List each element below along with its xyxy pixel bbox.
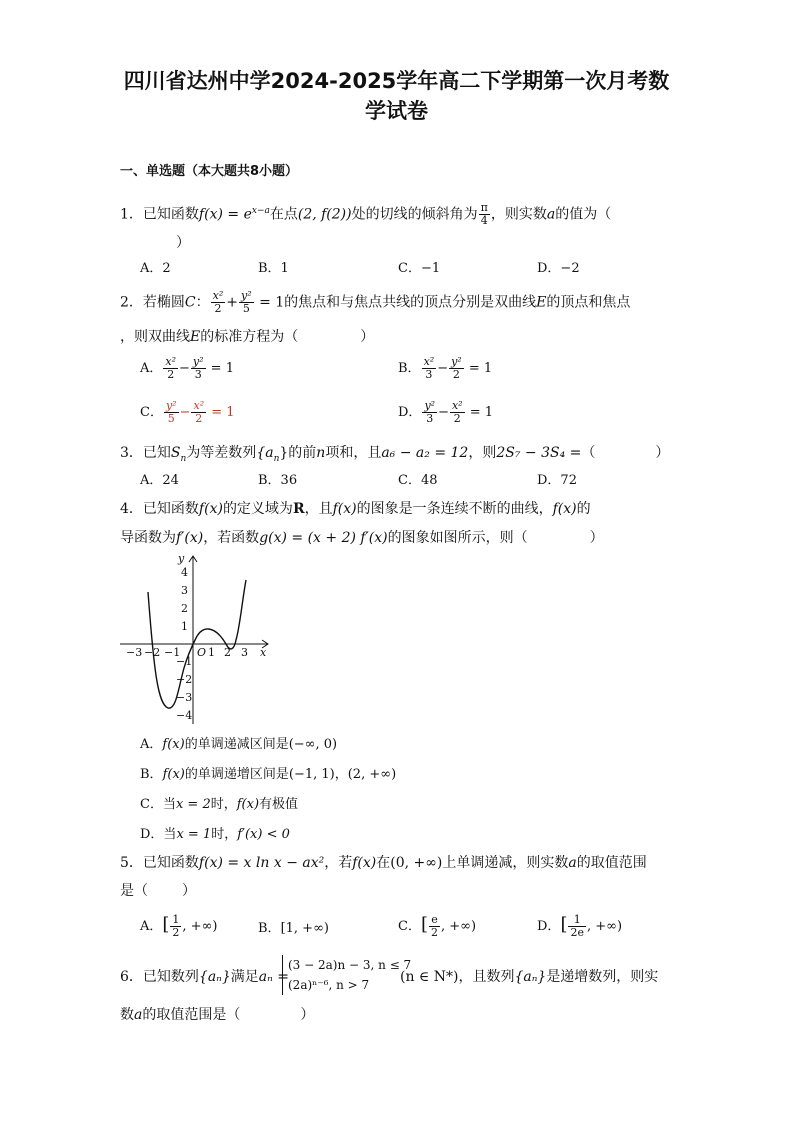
q3-option-d[interactable]: D．72	[537, 473, 577, 488]
q4-option-d[interactable]: D．当x = 1时，f′(x) < 0	[140, 827, 290, 842]
q4-option-b[interactable]: B．f(x)的单调递增区间是(−1, 1)，(2, +∞)	[140, 767, 397, 782]
x-tick: 1	[208, 646, 215, 659]
q3-option-c[interactable]: C．48	[398, 473, 438, 488]
question-1-line-2: ）	[176, 235, 190, 251]
x-tick: 3	[241, 646, 248, 659]
y-tick: −4	[176, 709, 193, 722]
q4-option-c[interactable]: C．当x = 2时，f(x)有极值	[140, 797, 299, 812]
y-tick: −3	[176, 691, 193, 704]
question-5-line-1: 5．已知函数f(x) = x ln x − ax²，若f(x)在(0, +∞)上单调递减，则实数a的取值范围	[120, 855, 647, 871]
y-tick: 2	[181, 602, 188, 615]
x-tick: −3	[126, 646, 143, 659]
q2-option-a[interactable]: A． $\frac{\text{x²}}{2}$ − $\frac{\text{y²}}{3}$ = 1	[140, 355, 234, 381]
question-4-line-2: 导函数为f′(x)，若函数g(x) = (x + 2) f′(x)的图象如图所示，则（ ）	[120, 530, 604, 546]
question-2-line-1: 2．若椭圆C： $\frac{\text{x²}}{2}$ + $\frac{\text{y²}}{5}$ = 1的焦点和与焦点共线的顶点分别是双曲线E的顶点和焦点	[120, 289, 631, 315]
x-tick: −2	[144, 646, 161, 659]
y-tick: 1	[181, 620, 188, 633]
section-heading: 一、单选题（本大题共8小题）	[120, 164, 299, 179]
fraction-pi-over-4: $\frac{\pi}{4}$	[480, 201, 488, 228]
x-axis-label: x	[260, 646, 267, 659]
q5-option-c[interactable]: C．[ $\frac{e}{2}$ , +∞)	[398, 913, 477, 939]
y-tick: −1	[176, 655, 193, 668]
derivative-graph	[118, 552, 278, 728]
piecewise-case-1: (3 − 2a)n − 3, n ≤ 7	[288, 958, 412, 972]
q3-option-a[interactable]: A．24	[140, 473, 179, 488]
piecewise-case-2: (2a)ⁿ⁻⁶, n > 7	[288, 978, 370, 992]
question-6-line-2: 数a的取值范围是（ ）	[120, 1007, 315, 1023]
question-2-line-2: ，则双曲线E的标准方程为（ ）	[120, 329, 375, 345]
q3-option-b[interactable]: B．36	[258, 473, 298, 488]
q2-option-b[interactable]: B． $\frac{\text{x²}}{3}$ − $\frac{\text{y²}}{2}$ = 1	[398, 355, 493, 381]
q5-option-a[interactable]: A．[ $\frac{1}{2}$ , +∞)	[140, 913, 218, 939]
q1-option-b[interactable]: B．1	[258, 261, 289, 276]
y-tick: 3	[181, 584, 188, 597]
x-tick: 2	[224, 646, 231, 659]
q4-option-a[interactable]: A．f(x)的单调递减区间是(−∞, 0)	[140, 737, 338, 752]
q2-option-d[interactable]: D． $\frac{\text{y²}}{3}$ − $\frac{\text{x²}}{2}$ = 1	[398, 399, 494, 425]
y-tick: −2	[176, 673, 193, 686]
y-tick: 4	[181, 566, 188, 579]
piecewise-definition	[282, 955, 411, 995]
question-6-line-1b: (n ∈ N*)，且数列{aₙ}是递增数列，则实	[400, 969, 659, 985]
y-axis-label: y	[178, 552, 185, 565]
q2-option-c[interactable]: C． $\frac{\text{y²}}{5}$ − $\frac{\text{x²}}{2}$ = 1	[140, 399, 235, 425]
x-tick: −1	[164, 646, 181, 659]
question-4-line-1: 4．已知函数f(x)的定义域为R，且f(x)的图象是一条连续不断的曲线，f(x)的	[120, 501, 591, 517]
title-line-1: 四川省达州中学2024-2025学年高二下学期第一次月考数	[123, 69, 670, 93]
question-5-line-2: 是（ ）	[120, 883, 196, 899]
origin-label: O	[197, 646, 207, 659]
q1-option-d[interactable]: D．−2	[537, 261, 580, 276]
question-6-line-1: 6．已知数列{aₙ}满足aₙ =	[120, 969, 289, 985]
question-3-line-1: 3．已知$S_n$为等差数列$\{a_n\}$的前n项和，且a₆ − a₂ = 12，则2S₇ − 3S₄ =（ ）	[120, 445, 670, 464]
q1-option-c[interactable]: C．−1	[398, 261, 441, 276]
exam-title	[100, 66, 693, 126]
q5-option-b[interactable]: B．[1, +∞)	[258, 921, 329, 936]
q5-option-d[interactable]: D．[ $\frac{1}{2e}$ , +∞)	[537, 913, 623, 939]
question-1-line-1: 1．已知函数$f(x) = e^{x-a}$在点(2, f(2))处的切线的倾斜角为 $\frac{\pi}{4}$ ，则实数a的值为（	[120, 201, 612, 228]
q1-option-a[interactable]: A．2	[140, 261, 171, 276]
title-line-2: 学试卷	[365, 99, 428, 123]
